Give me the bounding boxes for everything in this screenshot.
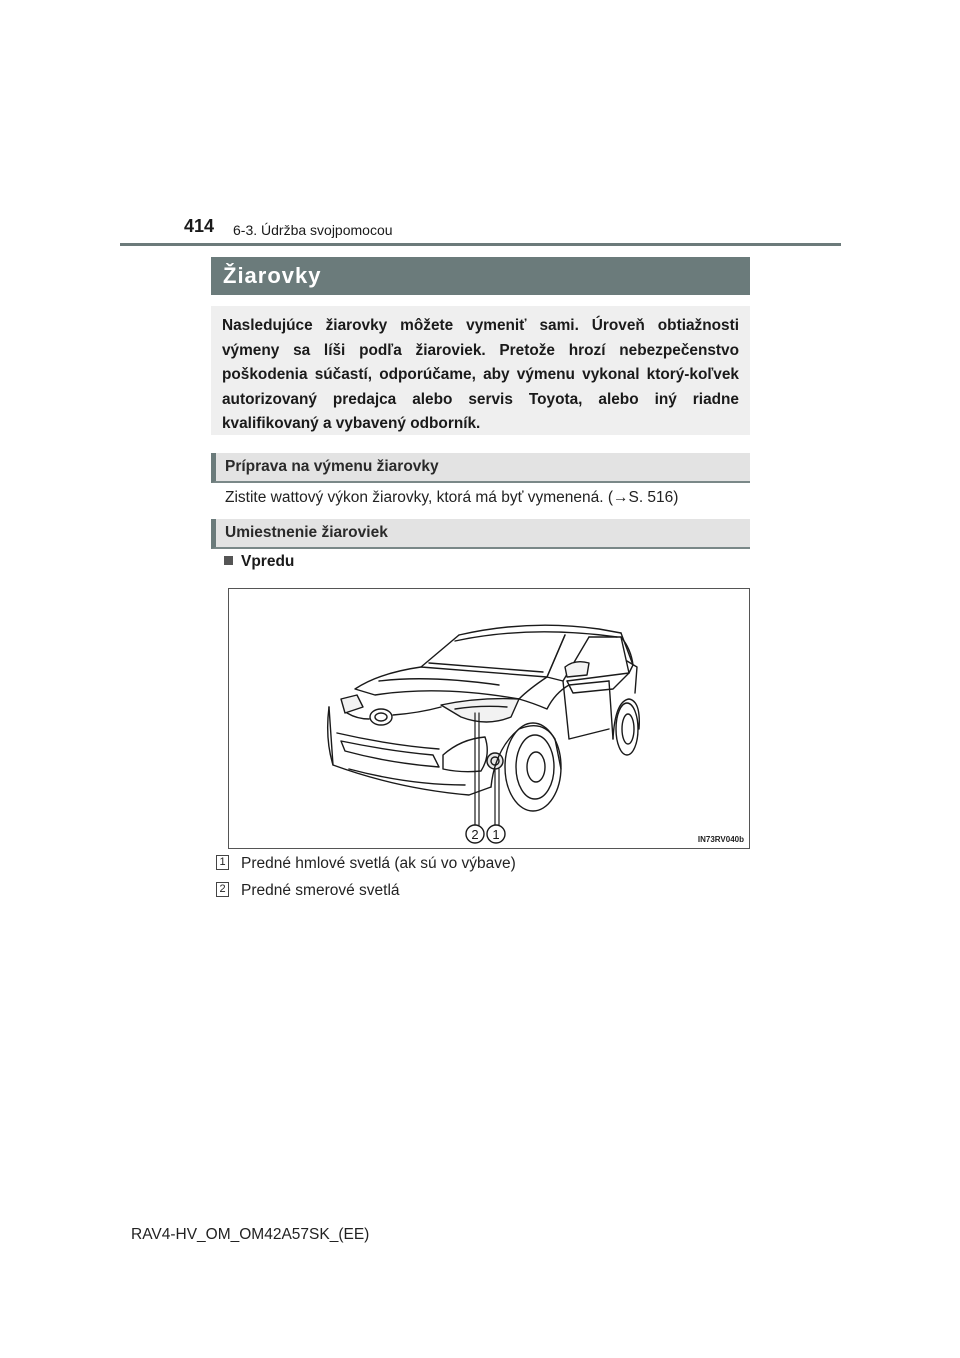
figure-code: IN73RV040b (697, 835, 744, 844)
bullet-heading-front (224, 553, 294, 571)
legend-item-1 (216, 854, 516, 874)
preparation-text (225, 488, 678, 508)
callout-label-1: 1 (492, 827, 500, 842)
bullet-heading-text: Vpredu (241, 553, 295, 570)
page-title: Žiarovky (211, 257, 750, 295)
arrow-icon: → (612, 489, 629, 506)
car-illustration (229, 589, 750, 849)
section-label: 6-3. Údržba svojpomocou (233, 222, 393, 238)
callout-label-2: 2 (471, 827, 479, 842)
preparation-text-before: Zistite wattový výkon žiarovky, ktorá má byť vymenená. ( (225, 489, 613, 506)
legend-number-2: 2 (216, 882, 229, 897)
legend-item-2 (216, 881, 400, 901)
footer-document-code: RAV4-HV_OM_OM42A57SK_(EE) (131, 1226, 370, 1243)
header-rule (120, 243, 841, 246)
subheading-preparation: Príprava na výmenu žiarovky (211, 453, 750, 483)
subheading-location: Umiestnenie žiaroviek (211, 519, 750, 549)
car-figure (228, 588, 750, 849)
page-reference-link[interactable]: S. 516) (628, 489, 679, 506)
legend-text-2: Predné smerové svetlá (241, 882, 400, 899)
legend-number-1: 1 (216, 855, 229, 870)
page-number: 414 (184, 216, 215, 236)
legend-text-1: Predné hmlové svetlá (ak sú vo výbave) (241, 855, 516, 872)
intro-box: Nasledujúce žiarovky môžete vymeniť sami. Úroveň obtiažnosti výmeny sa líši podľa žiaroviek. Pretože hrozí nebezpečenstvo poškodenia súčastí, odporúčame, aby výmenu vykonal ktorý-koľvek autorizovaný predajca alebo servis Toyota, alebo iný riadne kvalifikovaný a vybavený odborník. (211, 306, 750, 435)
square-bullet-icon (224, 556, 233, 565)
